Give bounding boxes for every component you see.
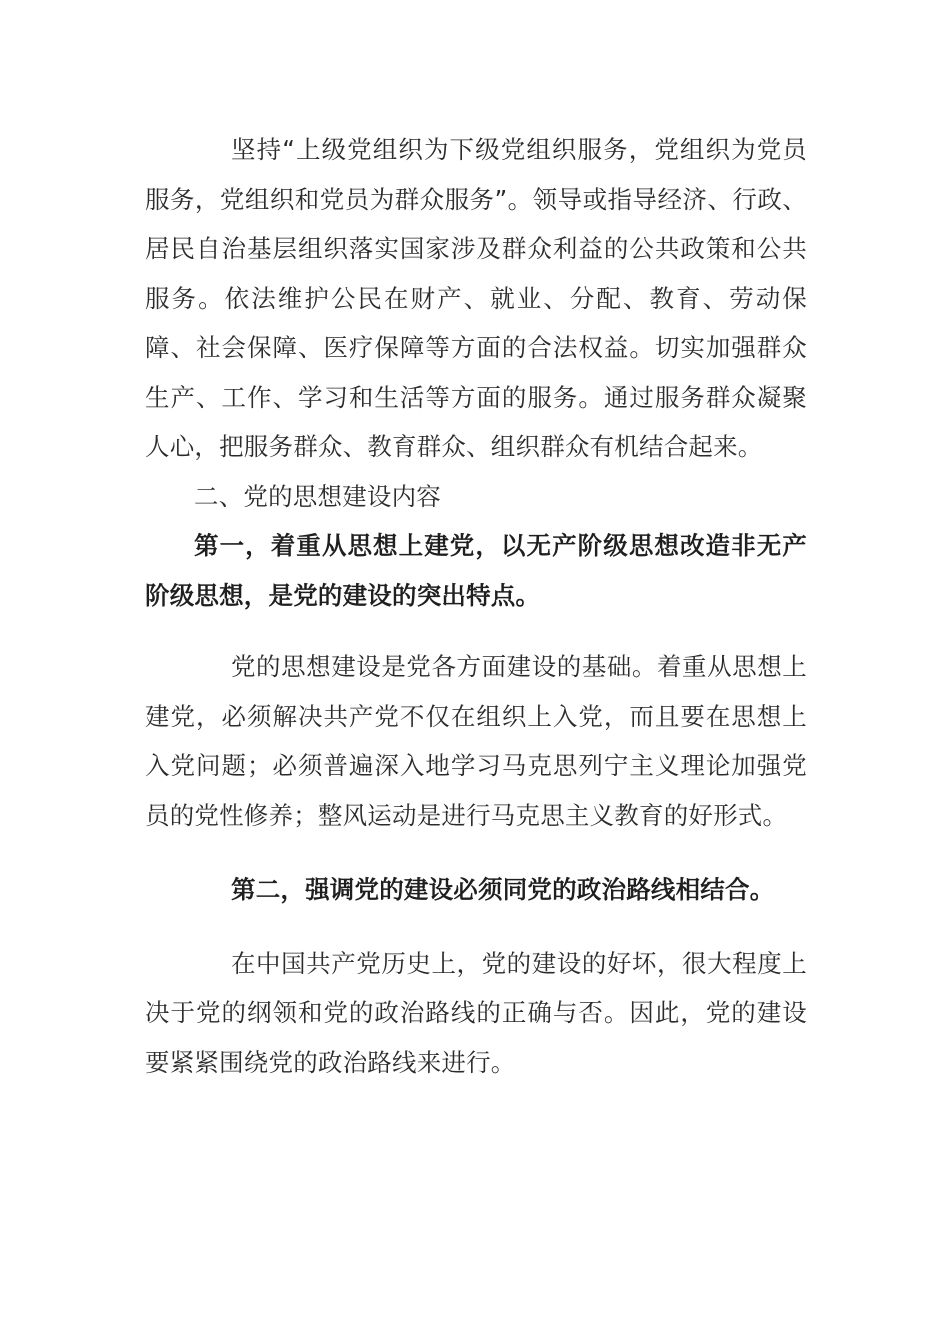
bold-point-first: 第一，着重从思想上建党，以无产阶级思想改造非无产阶级思想，是党的建设的突出特点。 — [145, 531, 807, 610]
body-paragraph-political-line: 在中国共产党历史上，党的建设的好坏，很大程度上决于党的纲领和党的政治路线的正确与否。因此，党的建设要紧紧围绕党的政治路线来进行。 — [145, 948, 807, 1077]
bold-point-second: 第二，强调党的建设必须同党的政治路线相结合。 — [231, 875, 775, 904]
body-paragraph-ideology: 党的思想建设是党各方面建设的基础。着重从思想上建党，必须解决共产党不仅在组织上入党，而且要在思想上入党问题；必须普遍深入地学习马克思列宁主义理论加强党员的党性修养；整风运动是进行马克思主义教育的好形式。 — [145, 652, 807, 830]
body-paragraph-service: 坚持“上级党组织为下级党组织服务，党组织为党员服务，党组织和党员为群众服务”。领导或指导经济、行政、居民自治基层组织落实国家涉及群众利益的公共政策和公共服务。依法维护公民在财产、就业、分配、教育、劳动保障、社会保障、医疗保障等方面的合法权益。切实加强群众生产、工作、学习和生活等方面的服务。通过服务群众凝聚人心，把服务群众、教育群众、组织群众有机结合起来。 — [145, 135, 807, 461]
document-page — [145, 125, 807, 1087]
section-heading: 二、党的思想建设内容 — [194, 481, 441, 511]
